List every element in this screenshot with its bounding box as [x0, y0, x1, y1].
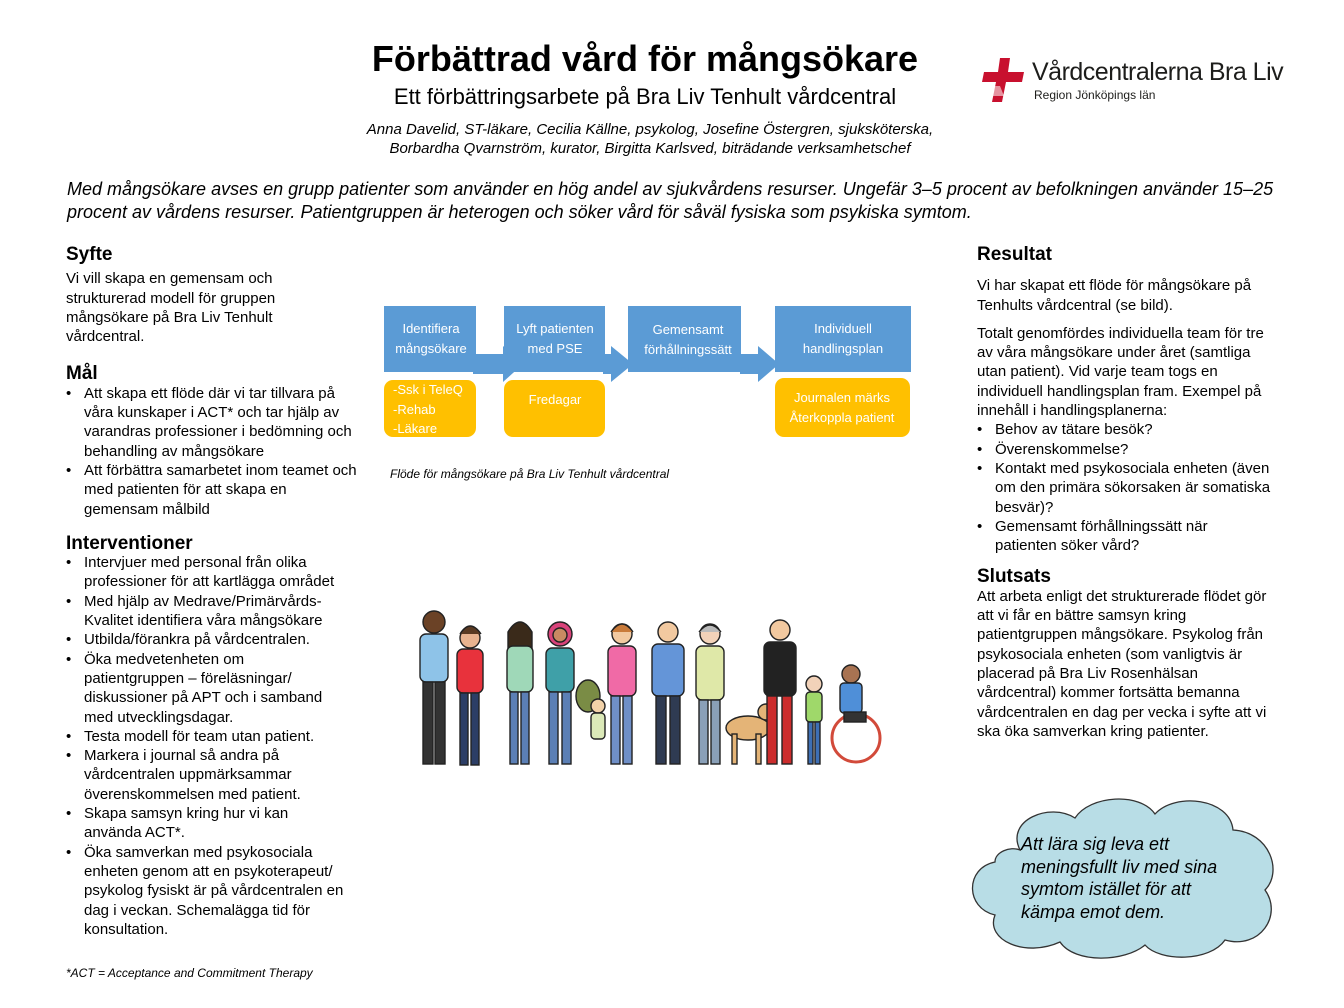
flow-caption: Flöde för mångsökare på Bra Liv Tenhult vårdcentral [390, 467, 670, 481]
list-item: • Markera i journal så andra på vårdcentralen uppmärksammar överenskommelsen med patient. [66, 746, 366, 804]
list-item: • Att skapa ett flöde där vi tar tillvara på våra kunskaper i ACT* och tar hjälp av varandras professioner i bedömning och behandling av mångsökare [66, 384, 358, 461]
right-column [977, 245, 1277, 741]
flow-note-label: -Ssk i TeleQ [393, 382, 463, 397]
people-illustration [404, 608, 888, 774]
left-column [66, 245, 366, 949]
list-item: • Med hjälp av Medrave/Primärvårds-Kvalitet identifiera våra mångsökare [66, 592, 366, 631]
list-item: • Intervjuer med personal från olika professioner för att kartlägga området [66, 553, 366, 592]
flow-step-label: förhållningssätt [644, 342, 732, 357]
flow-diagram [383, 306, 913, 442]
slutsats-text: Att arbeta enligt det strukturerade flödet gör att vi får en bättre samsyn kring patientgruppen mångsökare. Psykolog från psykosociala enheten (som vanligtvis är placerad på Bra Liv Rosenhälsan vårdcentral) kommer fortsätta bemanna vårdcentralen en dag per vecka i syfte att vi ska öka samverkan kring patienter. [977, 587, 1267, 740]
logo [980, 54, 1310, 104]
poster-title: Förbättrad vård för mångsökare [371, 38, 919, 79]
interventioner-heading: Interventioner [66, 532, 193, 554]
syfte-section [66, 245, 366, 346]
resultat-heading: Resultat [977, 244, 1052, 265]
flow-step-label: med PSE [527, 341, 583, 356]
flow-step-label: mångsökare [395, 341, 467, 356]
mal-list [66, 384, 358, 519]
list-item: • Behov av tätare besök? [977, 420, 1277, 439]
flow-step-label: handlingsplan [802, 341, 884, 356]
poster-subtitle: Ett förbättringsarbete på Bra Liv Tenhult vårdcentral [393, 84, 897, 109]
resultat-paragraph-2: Totalt genomfördes individuella team för tre av våra mångsökare under året (samtliga utan patient). Vid varje team togs en individuell handlingsplan fram. Exempel på innehåll i handlingsplanerna: [977, 324, 1264, 420]
logo-brand-name: Vårdcentralerna Bra Liv [1032, 58, 1284, 86]
flow-step-box [504, 306, 605, 372]
authors-line-2: Borbardha Qvarnström, kurator, Birgitta Karlsved, biträdande verksamhetschef [389, 140, 911, 157]
footnote: *ACT = Acceptance and Commitment Therapy [66, 966, 313, 980]
flow-step-label: Individuell [814, 321, 872, 336]
flow-arrow [740, 346, 779, 382]
interventioner-list [66, 553, 366, 939]
slutsats-heading: Slutsats [977, 566, 1051, 588]
flow-note-label: Journalen märks [793, 390, 891, 405]
flow-step-box [628, 306, 741, 372]
list-item: • Testa modell för team utan patient. [66, 727, 366, 746]
list-item: • Kontakt med psykosociala enheten (även om den primära sökorsaken är somatiska besvär)? [977, 459, 1277, 517]
logo-region-name: Region Jönköpings län [1034, 88, 1156, 102]
authors [0, 120, 1300, 158]
flow-step-box [775, 306, 911, 372]
quote-text: Att lära sig leva ett meningsfullt liv med sina symtom istället för att kämpa emot dem. [1021, 834, 1218, 922]
flow-step-label: Identifiera [402, 321, 460, 336]
flow-step-box [384, 306, 476, 372]
list-item: • Att förbättra samarbetet inom teamet och med patienten för att skapa en gemensam målbild [66, 461, 358, 519]
list-item: • Överenskommelse? [977, 440, 1277, 459]
cross-logo-icon [980, 56, 1028, 104]
intro-text: Med mångsökare avses en grupp patienter som använder en hög andel av sjukvårdens resurser. Ungefär 3–5 procent av befolkningen använder 15–25 procent av vårdens resurser. Patientgruppen är heterogen och söker vård för såväl fysiska som psykiska symtom. [67, 179, 1274, 222]
syfte-heading: Syfte [66, 244, 113, 265]
resultat-paragraph-1: Vi har skapat ett flöde för mångsökare på Tenhults vårdcentral (se bild). [977, 277, 1252, 314]
flow-note-label: -Rehab [393, 402, 436, 417]
flow-step-label: Gemensamt [652, 322, 724, 337]
list-item: • Öka medvetenheten om patientgruppen – föreläsningar/ diskussioner på APT och i samband med utvecklingsdagar. [66, 650, 366, 727]
list-item: • Utbilda/förankra på vårdcentralen. [66, 630, 366, 649]
mal-heading: Mål [66, 363, 98, 385]
flow-note-label: Fredagar [528, 392, 582, 407]
resultat-list [977, 420, 1277, 555]
flow-step-label: Lyft patienten [516, 321, 594, 336]
list-item: • Skapa samsyn kring hur vi kan använda ACT*. [66, 804, 366, 843]
flow-note-box [775, 378, 910, 437]
flow-note-box [504, 380, 605, 437]
flow-note-label: Återkoppla patient [789, 410, 895, 425]
interventioner-section [66, 534, 366, 939]
mal-section [66, 364, 366, 518]
list-item: • Gemensamt förhållningssätt när patienten söker vård? [977, 517, 1277, 556]
list-item: • Öka samverkan med psykosociala enheten genom att en psykoterapeut/ psykolog fysiskt är på vårdcentralen en dag i veckan. Schemalägga tid för konsultation. [66, 843, 366, 939]
syfte-text: Vi vill skapa en gemensam och strukturerad modell för gruppen mångsökare på Bra Liv Tenhult vårdcentral. [66, 270, 276, 346]
flow-note-label: -Läkare [393, 421, 438, 436]
authors-line-1: Anna Davelid, ST-läkare, Cecilia Källne, psykolog, Josefine Östergren, sjuksköterska, [366, 121, 934, 138]
